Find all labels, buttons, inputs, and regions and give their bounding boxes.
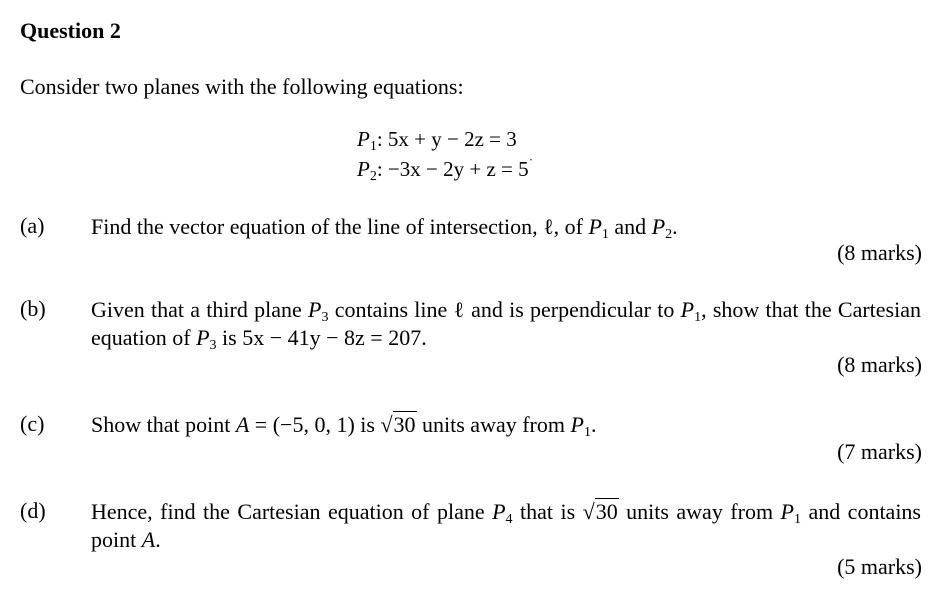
plane-subscript: 2 (369, 169, 377, 184)
equation-mark: ˙ (528, 157, 534, 172)
part-c-marks: (7 marks) (837, 439, 922, 464)
part-b-text (91, 296, 921, 352)
plane-symbol: P (357, 157, 370, 181)
plane-subscript: 2 (665, 227, 673, 242)
text-segment: units away from (416, 412, 571, 437)
radicand: 30 (393, 412, 416, 437)
text-segment: Show that point (91, 412, 236, 437)
text-segment: is 5x − 41y − 8z = 207. (216, 325, 427, 350)
plane-symbol: P (570, 412, 584, 437)
plane-subscript: 1 (601, 227, 609, 242)
intro-text: Consider two planes with the following equations: (20, 74, 464, 99)
text-segment: . (672, 214, 678, 239)
radical-icon: √ (582, 499, 595, 524)
point-symbol: A (235, 412, 250, 437)
plane-subscript: 4 (505, 512, 513, 527)
question-title: Question 2 (20, 18, 121, 43)
text-segment: units away from (618, 499, 781, 524)
plane-symbol: P (588, 214, 602, 239)
text-segment: and contains point (91, 499, 921, 552)
point-symbol: A (141, 527, 156, 552)
text-segment: Given that a third plane (91, 297, 308, 322)
plane-symbol: P (651, 214, 666, 239)
radical-icon: √ (380, 412, 393, 437)
plane-symbol: P (196, 325, 210, 350)
plane-symbol: P (492, 499, 506, 524)
equation-body: : −3x − 2y + z = 5 (376, 157, 529, 181)
text-segment: that is (512, 499, 583, 524)
plane-symbol: P (680, 297, 695, 322)
part-b-marks: (8 marks) (837, 352, 922, 377)
text-segment: . (590, 412, 597, 437)
part-a-marks: (8 marks) (837, 240, 922, 265)
plane-subscript: 3 (321, 310, 329, 325)
plane-symbol: P (780, 499, 794, 524)
text-segment: . (155, 527, 161, 552)
square-root (380, 411, 416, 439)
text-segment: , show that the Cartesian equation of (91, 297, 921, 350)
part-d-label: (d) (20, 498, 46, 523)
part-a-label: (a) (20, 213, 45, 238)
plane-subscript: 1 (583, 425, 591, 440)
text-segment: Hence, find the Cartesian equation of plane (91, 499, 493, 524)
text-segment: = (−5, 0, 1) is (249, 412, 381, 437)
square-root (583, 498, 619, 526)
plane-subscript: 1 (694, 310, 702, 325)
part-d-marks: (5 marks) (837, 554, 922, 579)
plane-subscript: 3 (209, 338, 217, 353)
equation-body: : 5x + y − 2z = 3 (376, 127, 517, 151)
plane-subscript: 1 (369, 139, 377, 154)
equation-p1 (357, 127, 517, 152)
text-segment: contains line ℓ and is perpendicular to (328, 297, 681, 322)
text-segment: and (608, 214, 652, 239)
radicand: 30 (595, 499, 618, 524)
equation-p2 (357, 157, 533, 182)
part-d-text (91, 498, 921, 554)
text-segment: Find the vector equation of the line of intersection, ℓ, of (91, 214, 589, 239)
plane-symbol: P (357, 127, 370, 151)
part-c-label: (c) (20, 411, 45, 436)
plane-subscript: 1 (793, 512, 801, 527)
part-b-label: (b) (20, 296, 46, 321)
plane-symbol: P (308, 297, 322, 322)
part-c-text (91, 411, 921, 439)
part-a-text (91, 213, 921, 241)
